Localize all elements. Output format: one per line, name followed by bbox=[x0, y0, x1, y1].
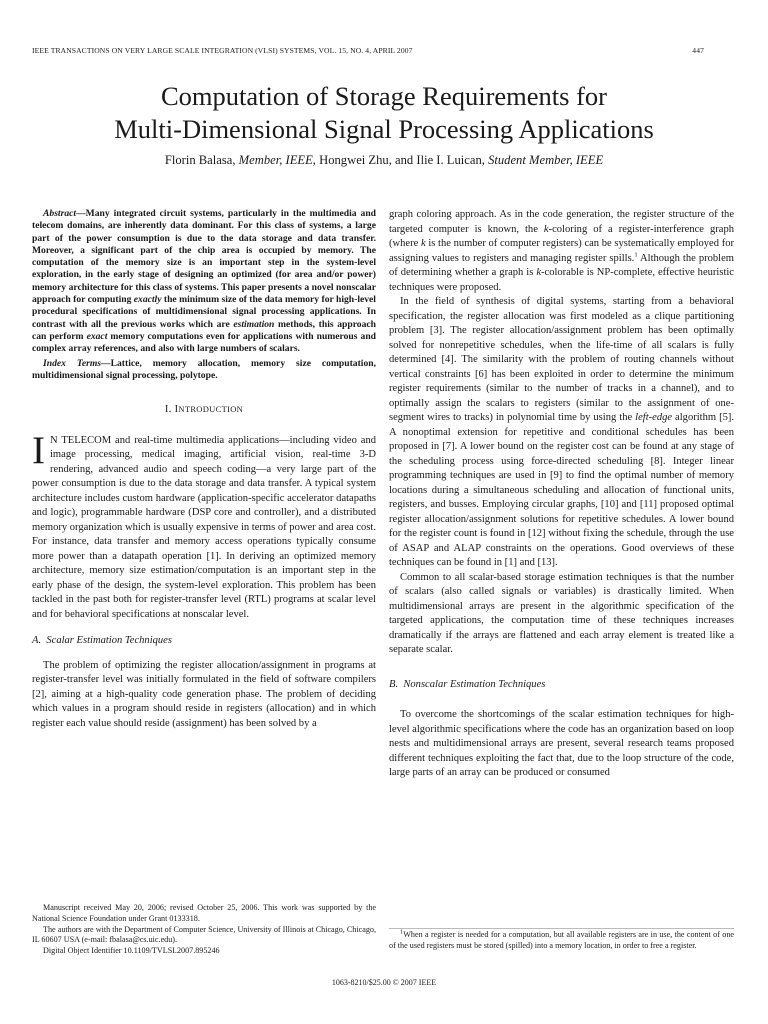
doi-note: Digital Object Identifier 10.1109/TVLSI.2007.895246 bbox=[43, 946, 220, 956]
right-p1-text-b: -coloring of a register-interference graph (where bbox=[389, 223, 734, 249]
manuscript-notes bbox=[32, 903, 376, 957]
footnote-paragraph bbox=[389, 930, 734, 952]
right-p1-text-e: -colorable is NP-complete, effective heuristic techniques were proposed. bbox=[389, 267, 734, 293]
intro-paragraph bbox=[32, 428, 376, 623]
right-paragraph-3: Common to all scalar-based storage estimation techniques is that the number of scalars (also called signals or variables) is drastically limited. When multidimensional arrays are present in the algorithmic specification of the targeted applications, the computation time of these techniques increases dramatically if the arrays are flattened and each array element is treated like a separate scalar. bbox=[389, 571, 734, 655]
title-line-1: Computation of Storage Requirements for bbox=[161, 81, 607, 111]
right-p2-text-b: algorithm [5]. A nonoptimal extension for repetitive and conditional schedules has been proposed in [7]. A lower bound on the register cost can be found at any stage of the scheduling process using force-directed scheduling [8]. Integer linear programming techniques are used in [9] to find the optimal number of memory locations during a simultaneous scheduling and allocation of functional units, registers, and busses. Employing circular graphs, [10] and [11] proposed optimal register allocation/assignment solutions for repetitive schedules. A lower bound for the register count is found in [12] without fixing the schedule, through the use of ASAP and ALAP constraints on the operations. Good overviews of these techniques can be found in [1] and [13]. bbox=[389, 412, 735, 568]
subsection-b-title: Nonscalar Estimation Techniques bbox=[403, 678, 546, 690]
right-column bbox=[389, 208, 734, 781]
intro-text: N TELECOM and real-time multimedia applications—including video and image processing, medical imaging, artificial vision, real-time 3-D rendering, advanced audio and speech coding—a very large part of the power consumption is due to the data storage and data transfer. A typical system architecture includes custom hardware (application-specific accelerator datapaths and logic), programmable hardware (DSP core and controller), and a distributed memory organization which is usually expensive in terms of power and area cost. For instance, data transfer and memory access operations typically consume more power than a datapath operation [1]. In deriving an optimized memory architecture, memory size estimation/computation is an important step in the early phase of the design, the system-level exploration. This problem has been tackled in the past both for register-transfer level (RTL) programs at scalar level and for behavioral specifications at nonscalar level. bbox=[32, 434, 376, 620]
abstract-emphasis-exact: exact bbox=[86, 330, 108, 342]
title-line-2: Multi-Dimensional Signal Processing Applications bbox=[114, 114, 654, 144]
drop-cap: I bbox=[32, 428, 45, 472]
author-1-role: Member, IEEE, bbox=[238, 153, 316, 167]
copyright-line: 1063-8210/$25.00 © 2007 IEEE bbox=[331, 978, 437, 987]
index-terms-label: Index Terms— bbox=[43, 357, 111, 369]
author-3: Ilie I. Luican, bbox=[416, 153, 485, 167]
index-terms-text: Lattice, memory allocation, memory size computation, multidimensional signal processing, polytope. bbox=[32, 357, 376, 381]
math-k: k bbox=[536, 267, 541, 278]
math-k: k bbox=[420, 238, 426, 249]
left-edge-emphasis: left-edge bbox=[635, 412, 673, 423]
left-column bbox=[32, 208, 376, 731]
right-p1-text-c: is the number of computer registers) can be systematically employed for assigning values to registers and managing register spills. bbox=[389, 238, 734, 264]
journal-running-title: IEEE TRANSACTIONS ON VERY LARGE SCALE INTEGRATION (VLSI) SYSTEMS, VOL. 15, NO. 4, APRIL 2007 bbox=[32, 46, 413, 55]
abstract-text-4: memory computations even for applications with numerous and complex array references, and also with large numbers of scalars. bbox=[32, 330, 376, 355]
subsection-heading-b bbox=[389, 678, 734, 693]
author-1: Florin Balasa, bbox=[164, 153, 236, 167]
running-header bbox=[32, 46, 704, 55]
math-k: k bbox=[543, 223, 549, 235]
footnote-text: When a register is needed for a computation, but all available registers are in use, the content of one of the used registers must be stored (spilled) into a memory location, in order to free a register. bbox=[389, 930, 734, 950]
abstract-text-1: Many integrated circuit systems, particularly in the multimedia and telecom domains, are inherently data dominant. For this class of systems, a large part of the power consumption is due to the data storage and data transfer. Moreover, a significant part of the chip area is occupied by memory. The computation of the memory size is an important step in the system-level exploration, in the early stage of designing an optimized (for area and/or power) memory architecture for this class of systems. This paper presents a novel nonscalar approach for computing bbox=[32, 208, 376, 306]
right-paragraph-2 bbox=[389, 295, 734, 571]
abstract-text-3: methods, this approach can perform bbox=[32, 318, 376, 342]
author-3-role: Student Member, IEEE bbox=[488, 153, 604, 167]
manuscript-received-note: Manuscript received May 20, 2006; revised October 25, 2006. This work was supported by the National Science Foundation under Grant 0133318. bbox=[32, 903, 376, 923]
section-heading-introduction bbox=[32, 402, 376, 418]
subsection-a-title: Scalar Estimation Techniques bbox=[46, 635, 172, 647]
page-number: 447 bbox=[692, 46, 704, 55]
author-and: and bbox=[395, 153, 414, 167]
index-terms bbox=[32, 358, 376, 383]
subsection-a-label: A. bbox=[32, 635, 42, 647]
author-affiliation-note: The authors are with the Department of Computer Science, University of Illinois at Chicago, Chicago, IL 60607 USA (e-mail: fbalasa@cs.uic.edu). bbox=[32, 924, 376, 945]
abstract-emphasis-exactly: exactly bbox=[133, 294, 162, 306]
right-p1-text-d: Although the problem of determining whether a graph is bbox=[389, 252, 734, 278]
footnote bbox=[389, 928, 734, 952]
abstract-label: Abstract— bbox=[43, 208, 86, 219]
author-2: Hongwei Zhu, bbox=[319, 153, 392, 167]
footnote-mark: 1 bbox=[634, 250, 638, 258]
abstract-text-2: the minimum size of the data memory for high-level procedural specifications of multidimensional signal processing applications. In contrast with all the previous works which are bbox=[32, 294, 376, 330]
paper-title bbox=[0, 80, 768, 146]
section-number: I. bbox=[164, 404, 172, 416]
section-title-initial: I bbox=[174, 404, 179, 416]
abstract-emphasis-estimation: estimation bbox=[233, 318, 275, 330]
right-p2-text-a: In the field of synthesis of digital systems, starting from a behavioral specification, the register allocation was first modeled as a clique partitioning problem [3]. The register allocation/assignment problem has been optimally solved for nonrepetitive schedules, when the life-time of all scalars is fully determined [4]. The similarity with the problem of routing channels without vertical constraints [6] has been exploited in order to determine the minimum register requirements (similar to the number of tracks in a channel), and to optimally assign the scalars to registers (similar to the assignment of one-segment wires to tracks) in polynomial time by using the bbox=[389, 296, 734, 423]
subsection-heading-a bbox=[32, 634, 376, 649]
right-paragraph-1 bbox=[389, 208, 734, 295]
subsection-b-paragraph: To overcome the shortcomings of the scalar estimation techniques for high-level algorithmic specifications where the code has an organization based on loop nests and multidimensional arrays are present, several research teams proposed different techniques exploiting the fact that, due to the loop structure of the code, large parts of an array can be produced or consumed bbox=[389, 709, 734, 778]
subsection-b-label: B. bbox=[389, 678, 399, 690]
author-list bbox=[0, 153, 768, 168]
footnote-number: 1 bbox=[400, 928, 404, 936]
abstract bbox=[32, 208, 376, 356]
subsection-a-paragraph: The problem of optimizing the register allocation/assignment in programs at register-transfer level was initially formulated in the field of software compilers [2], aiming at a high-quality code generation phase. The problem of deciding which values in a program should reside in registers (allocation) and in which register each value should reside (assignment) has been solved by a bbox=[32, 659, 376, 729]
section-title-rest: NTRODUCTION bbox=[178, 404, 244, 415]
right-p1-text-a: graph coloring approach. As in the code generation, the register structure of the targeted computer is known, the bbox=[389, 209, 734, 235]
